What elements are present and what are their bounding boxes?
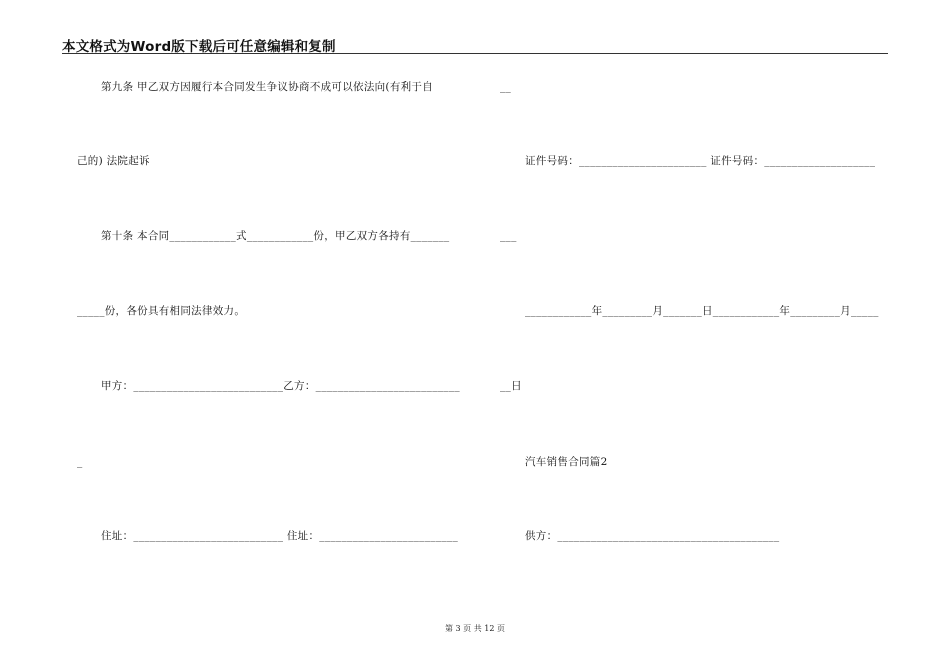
- supplier-line: 供方：________________________________________: [525, 530, 780, 542]
- date-line: ____________年_________月_______日____________年_________月_____: [525, 305, 879, 317]
- date-continuation-line: __日: [500, 380, 522, 392]
- page-number-footer: 第 3 页 共 12 页: [445, 624, 505, 633]
- id-number-line: 证件号码：_______________________ 证件号码：____________________: [525, 155, 876, 167]
- right-blank-line-2: ___: [500, 230, 517, 242]
- article-10-line-1: 第十条 本合同____________式____________份，甲乙双方各持有_______: [101, 230, 450, 242]
- document-header-title: 本文格式为Word版下载后可任意编辑和复制: [62, 39, 336, 55]
- article-10-line-2: _____份，各份具有相同法律效力。: [77, 305, 246, 317]
- article-9-line-2: 己的) 法院起诉: [77, 155, 150, 167]
- article-9-line-1: 第九条 甲乙双方因履行本合同发生争议协商不成可以依法向(有利于自: [101, 81, 434, 93]
- party-continuation-line: _: [77, 456, 83, 468]
- right-blank-line-1: __: [500, 81, 512, 93]
- header-divider: [62, 53, 888, 54]
- section-title-contract-2: 汽车销售合同篇2: [525, 456, 608, 468]
- address-line: 住址：___________________________ 住址：_________________________: [101, 530, 459, 542]
- party-a-b-line: 甲方：___________________________乙方：__________________________: [101, 380, 460, 392]
